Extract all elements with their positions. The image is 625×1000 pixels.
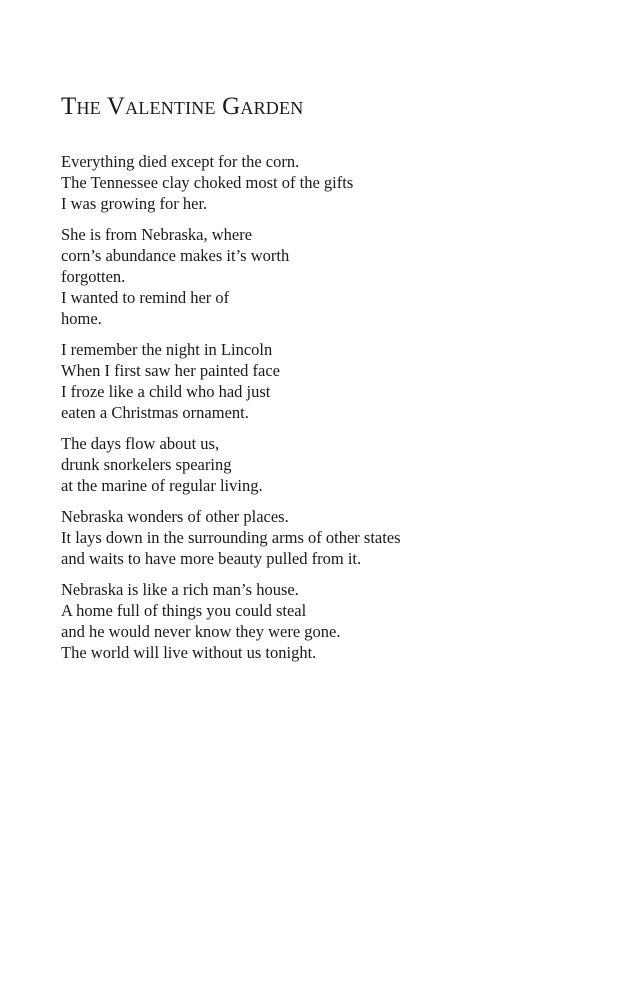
poem-line: The days flow about us, <box>61 434 220 453</box>
poem-line: The world will live without us tonight. <box>61 643 317 662</box>
poem-line: Everything died except for the corn. <box>61 152 300 171</box>
poem-line: When I first saw her painted face <box>61 361 280 380</box>
poem-line: and waits to have more beauty pulled from it. <box>61 549 362 568</box>
poem-line: I wanted to remind her of <box>61 288 230 307</box>
stanza <box>61 433 581 496</box>
poem-title: The Valentine Garden <box>61 93 304 120</box>
poem-line: Nebraska wonders of other places. <box>61 507 289 526</box>
poem-line: I remember the night in Lincoln <box>61 340 273 359</box>
poem-line: eaten a Christmas ornament. <box>61 403 249 422</box>
poem-line: drunk snorkelers spearing <box>61 455 232 474</box>
poem-line: The Tennessee clay choked most of the gifts <box>61 173 354 192</box>
poem-line: It lays down in the surrounding arms of other states <box>61 528 401 547</box>
poem-line: and he would never know they were gone. <box>61 622 341 641</box>
poem-line: She is from Nebraska, where <box>61 225 253 244</box>
poem-line: corn’s abundance makes it’s worth <box>61 246 290 265</box>
poem-line: I was growing for her. <box>61 194 208 213</box>
poem-line: A home full of things you could steal <box>61 601 307 620</box>
stanza <box>61 151 581 214</box>
stanza <box>61 579 581 663</box>
poem-line: I froze like a child who had just <box>61 382 271 401</box>
poem-line: home. <box>61 309 102 328</box>
poem-body <box>61 151 581 673</box>
poem-line: Nebraska is like a rich man’s house. <box>61 580 299 599</box>
stanza <box>61 224 581 329</box>
poem-line: at the marine of regular living. <box>61 476 263 495</box>
stanza <box>61 506 581 569</box>
poem-line: forgotten. <box>61 267 126 286</box>
stanza <box>61 339 581 423</box>
